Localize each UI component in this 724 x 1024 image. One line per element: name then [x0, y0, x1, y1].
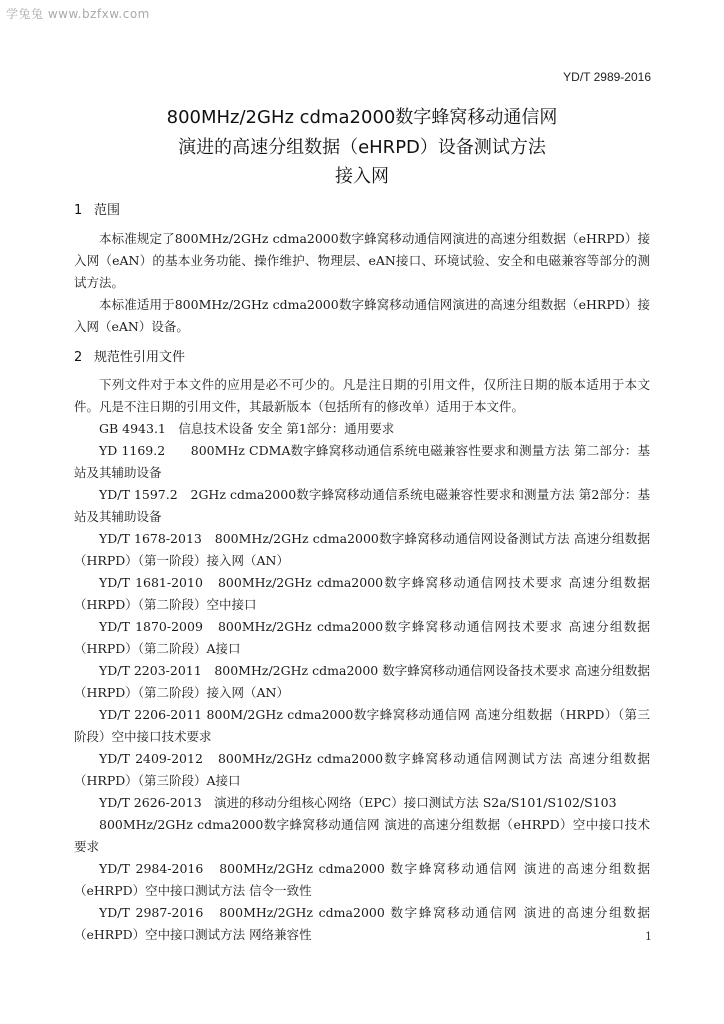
- section-number: 2: [74, 350, 83, 365]
- page-number: 1: [645, 930, 652, 943]
- paragraph: 本标准适用于800MHz/2GHz cdma2000数字蜂窝移动通信网演进的高速分组数据（eHRPD）接入网（eAN）设备。: [74, 297, 650, 334]
- document-title-line-2: 演进的高速分组数据（eHRPD）设备测试方法: [178, 137, 546, 158]
- section-1-heading: [74, 199, 120, 218]
- reference-item: YD/T 1678-2013 800MHz/2GHz cdma2000数字蜂窝移动通信网设备测试方法 高速分组数据（HRPD）（第一阶段）接入网（AN）: [74, 531, 650, 568]
- section-2-heading: [74, 346, 185, 365]
- reference-item: YD/T 2987-2016 800MHz/2GHz cdma2000 数字蜂窝移动通信网 演进的高速分组数据（eHRPD）空中接口测试方法 网络兼容性: [74, 905, 650, 942]
- section-1-body: [74, 228, 650, 338]
- document-title-line-3: 接入网: [335, 166, 389, 187]
- standard-number: YD/T 2989-2016: [563, 70, 651, 84]
- document-title-line-1: 800MHz/2GHz cdma2000数字蜂窝移动通信网: [166, 107, 558, 128]
- reference-item: GB 4943.1 信息技术设备 安全 第1部分：通用要求: [99, 421, 395, 436]
- section-number: 1: [74, 203, 83, 218]
- paragraph: 下列文件对于本文件的应用是必不可少的。凡是注日期的引用文件，仅所注日期的版本适用于本文件。凡是不注日期的引用文件，其最新版本（包括所有的修改单）适用于本文件。: [74, 377, 650, 414]
- reference-item: 800MHz/2GHz cdma2000数字蜂窝移动通信网 演进的高速分组数据（eHRPD）空中接口技术要求: [74, 817, 650, 854]
- section-title: 规范性引用文件: [94, 350, 186, 365]
- reference-item: YD 1169.2 800MHz CDMA数字蜂窝移动通信系统电磁兼容性要求和测量方法 第二部分：基站及其辅助设备: [74, 443, 650, 480]
- reference-item: YD/T 2984-2016 800MHz/2GHz cdma2000 数字蜂窝移动通信网 演进的高速分组数据（eHRPD）空中接口测试方法 信令一致性: [74, 861, 650, 898]
- reference-item: YD/T 2203-2011 800MHz/2GHz cdma2000 数字蜂窝移动通信网设备技术要求 高速分组数据（HRPD）（第二阶段）接入网（AN）: [74, 663, 650, 700]
- section-title: 范围: [94, 203, 121, 218]
- paragraph: 本标准规定了800MHz/2GHz cdma2000数字蜂窝移动通信网演进的高速分组数据（eHRPD）接入网（eAN）的基本业务功能、操作维护、物理层、eAN接口、环境试验、安全和电磁兼容等部分的测试方法。: [74, 231, 650, 290]
- section-2-body: [74, 374, 650, 946]
- reference-item: YD/T 2206-2011 800M/2GHz cdma2000数字蜂窝移动通信网 高速分组数据（HRPD）（第三阶段）空中接口技术要求: [74, 707, 650, 744]
- reference-item: YD/T 1870-2009 800MHz/2GHz cdma2000数字蜂窝移动通信网技术要求 高速分组数据（HRPD）（第二阶段）A接口: [74, 619, 650, 656]
- reference-item: YD/T 2626-2013 演进的移动分组核心网络（EPC）接口测试方法 S2a/S101/S102/S103: [99, 795, 617, 810]
- watermark: 学兔兔 www.bzfxw.com: [6, 7, 150, 21]
- reference-item: YD/T 1597.2 2GHz cdma2000数字蜂窝移动通信系统电磁兼容性要求和测量方法 第2部分：基站及其辅助设备: [74, 487, 650, 524]
- reference-item: YD/T 1681-2010 800MHz/2GHz cdma2000数字蜂窝移动通信网技术要求 高速分组数据（HRPD）（第二阶段）空中接口: [74, 575, 650, 612]
- reference-item: YD/T 2409-2012 800MHz/2GHz cdma2000数字蜂窝移动通信网测试方法 高速分组数据（HRPD）（第三阶段）A接口: [74, 751, 650, 788]
